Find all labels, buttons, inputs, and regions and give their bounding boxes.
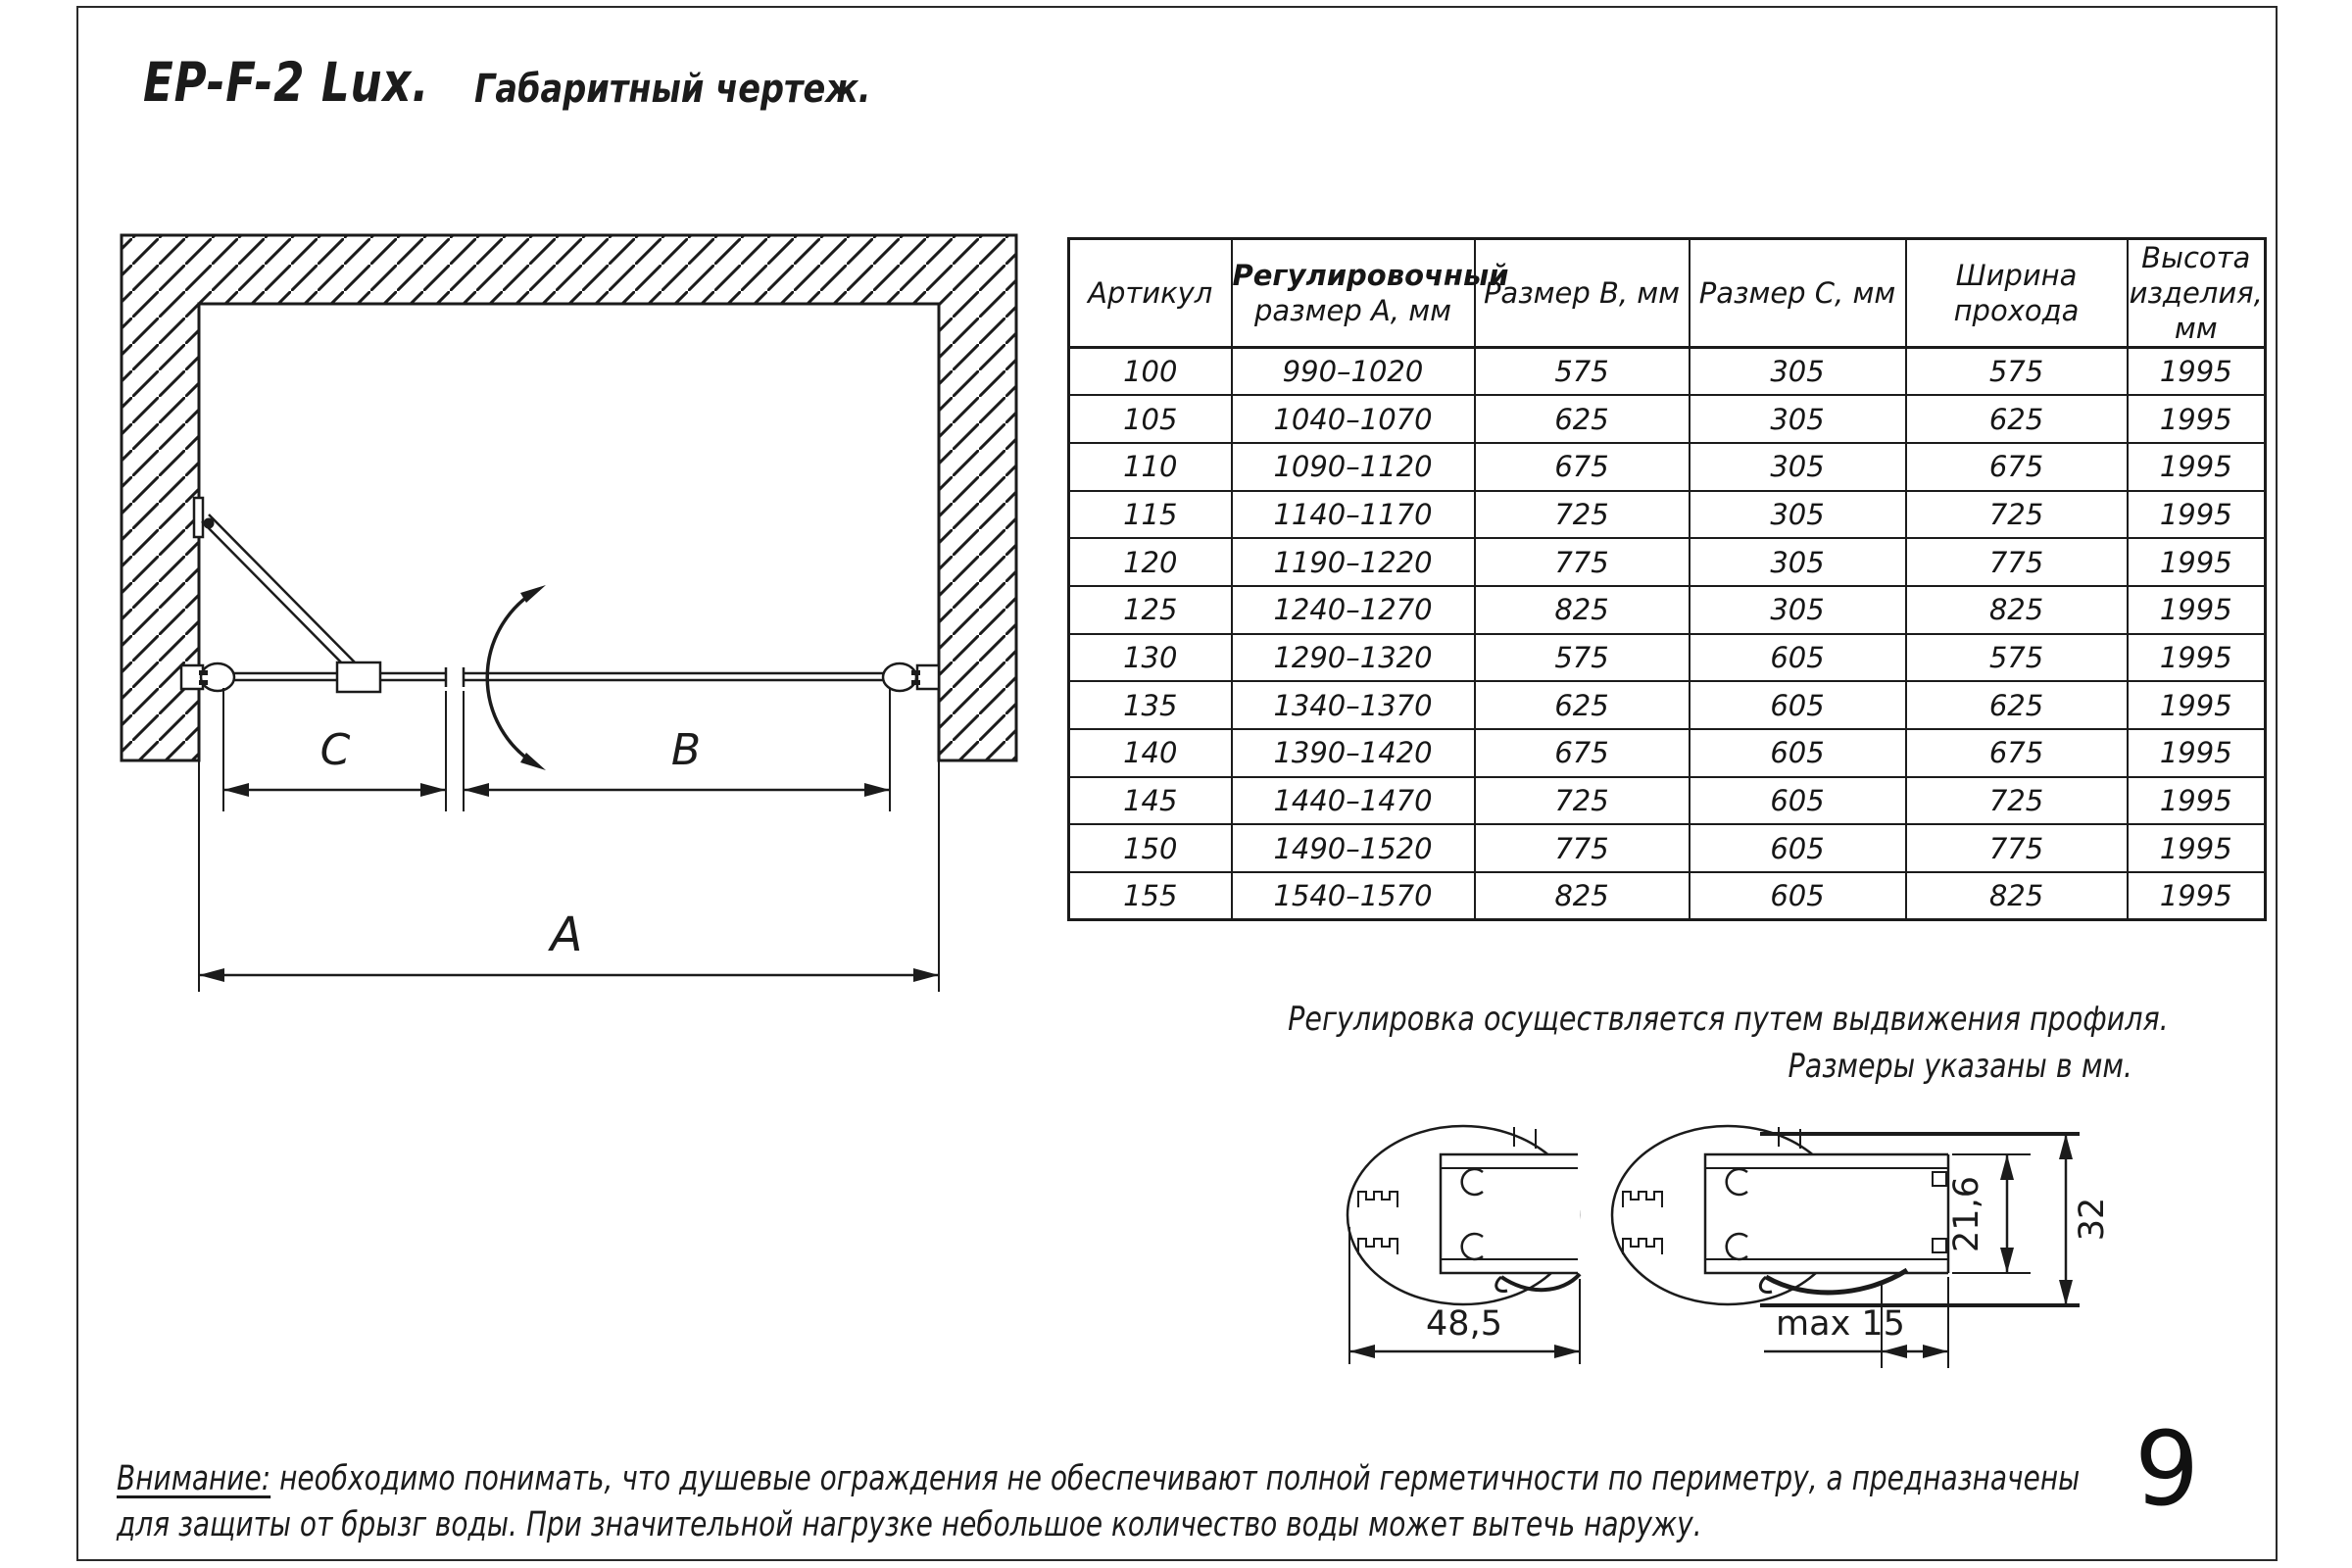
table-cell: 145 xyxy=(1069,777,1232,825)
table-cell: 1995 xyxy=(2128,777,2266,825)
table-cell: 1995 xyxy=(2128,634,2266,682)
glass-door-panel xyxy=(464,667,883,687)
table-cell: 725 xyxy=(1906,491,2128,539)
table-row xyxy=(1069,348,2266,396)
dim-48-5-label: 48,5 xyxy=(1426,1304,1502,1344)
page-number: 9 xyxy=(2134,1409,2200,1529)
table-cell: 605 xyxy=(1690,729,1906,777)
table-cell: 675 xyxy=(1475,443,1690,491)
profile-section-extended xyxy=(1612,1126,1948,1304)
table-row xyxy=(1069,586,2266,634)
door-swing-arc xyxy=(487,585,546,770)
table-cell: 675 xyxy=(1475,729,1690,777)
table-cell: 605 xyxy=(1690,824,1906,872)
table-row xyxy=(1069,443,2266,491)
table-cell: 775 xyxy=(1906,824,2128,872)
wall-section xyxy=(122,235,1016,760)
col-header-size-c: Размер С, мм xyxy=(1690,239,1906,348)
table-header-row xyxy=(1069,239,2266,348)
table-cell: 305 xyxy=(1690,491,1906,539)
dim-c-label: C xyxy=(319,725,351,775)
table-cell: 625 xyxy=(1906,681,2128,729)
dim-21-6-label: 21,6 xyxy=(1947,1176,1986,1252)
table-cell: 1440–1470 xyxy=(1232,777,1475,825)
adjustment-notes xyxy=(1288,996,2169,1090)
warning-label: Внимание: xyxy=(117,1459,271,1498)
warning-line-1 xyxy=(117,1456,2081,1502)
table-cell: 1995 xyxy=(2128,491,2266,539)
table-cell: 115 xyxy=(1069,491,1232,539)
warning-line-2: для защиты от брызг воды. При значительной нагрузке небольшое количество воды может вытечь наружу. xyxy=(117,1505,1702,1544)
table-cell: 100 xyxy=(1069,348,1232,396)
table-cell: 120 xyxy=(1069,538,1232,586)
table-cell: 110 xyxy=(1069,443,1232,491)
table-cell: 605 xyxy=(1690,634,1906,682)
table-cell: 575 xyxy=(1475,634,1690,682)
table-cell: 140 xyxy=(1069,729,1232,777)
table-cell: 775 xyxy=(1906,538,2128,586)
table-cell: 675 xyxy=(1906,443,2128,491)
table-cell: 625 xyxy=(1906,395,2128,443)
table-cell: 305 xyxy=(1690,348,1906,396)
table-cell: 1390–1420 xyxy=(1232,729,1475,777)
dim-32-label: 32 xyxy=(2073,1197,2112,1242)
table-cell: 135 xyxy=(1069,681,1232,729)
table-row xyxy=(1069,872,2266,920)
table-cell: 1540–1570 xyxy=(1232,872,1475,920)
table-cell: 1340–1370 xyxy=(1232,681,1475,729)
table-cell: 305 xyxy=(1690,586,1906,634)
table-cell: 725 xyxy=(1906,777,2128,825)
table-cell: 825 xyxy=(1475,586,1690,634)
table-cell: 1995 xyxy=(2128,729,2266,777)
table-cell: 1995 xyxy=(2128,443,2266,491)
table-cell: 725 xyxy=(1475,777,1690,825)
table-cell: 725 xyxy=(1475,491,1690,539)
dimension-21-6 xyxy=(1947,1154,2031,1273)
table-cell: 150 xyxy=(1069,824,1232,872)
col-header-passage-width: Ширина прохода xyxy=(1906,239,2128,348)
table-row xyxy=(1069,395,2266,443)
note-line-1: Регулировка осуществляется путем выдвижения профиля. xyxy=(1288,1000,2169,1039)
table-row xyxy=(1069,777,2266,825)
dim-b-label: B xyxy=(670,725,702,775)
dimension-a xyxy=(199,907,939,982)
warning-text-1: необходимо понимать, что душевые ограждения не обеспечивают полной герметичности по периметру, а предназначены xyxy=(270,1459,2081,1498)
table-cell: 1995 xyxy=(2128,872,2266,920)
table-cell: 605 xyxy=(1690,872,1906,920)
size-spec-table xyxy=(1067,237,2267,921)
table-cell: 825 xyxy=(1906,872,2128,920)
table-cell: 575 xyxy=(1475,348,1690,396)
table-row xyxy=(1069,634,2266,682)
left-wall-profile xyxy=(181,663,234,691)
col-header-product-height: Высота изделия, мм xyxy=(2128,239,2266,348)
table-cell: 825 xyxy=(1475,872,1690,920)
table-cell: 1290–1320 xyxy=(1232,634,1475,682)
table-cell: 825 xyxy=(1906,586,2128,634)
dim-a-label: A xyxy=(550,907,583,962)
table-cell: 1995 xyxy=(2128,586,2266,634)
table-cell: 1190–1220 xyxy=(1232,538,1475,586)
table-cell: 775 xyxy=(1475,538,1690,586)
table-cell: 1995 xyxy=(2128,348,2266,396)
table-cell: 605 xyxy=(1690,777,1906,825)
table-cell: 625 xyxy=(1475,681,1690,729)
table-cell: 305 xyxy=(1690,395,1906,443)
col-header-size-b: Размер В, мм xyxy=(1475,239,1690,348)
table-cell: 1140–1170 xyxy=(1232,491,1475,539)
note-line-2: Размеры указаны в мм. xyxy=(1788,1047,2132,1086)
table-cell: 1240–1270 xyxy=(1232,586,1475,634)
table-body xyxy=(1069,348,2266,920)
table-row xyxy=(1069,824,2266,872)
profile-section-closed xyxy=(1348,1126,1580,1304)
table-cell: 990–1020 xyxy=(1232,348,1475,396)
table-cell: 1090–1120 xyxy=(1232,443,1475,491)
page-subtitle: Габаритный чертеж. xyxy=(474,67,871,112)
col-header-size-a: Регулировочный размер А, мм xyxy=(1232,239,1475,348)
table-cell: 1995 xyxy=(2128,681,2266,729)
table-row xyxy=(1069,729,2266,777)
table-cell: 575 xyxy=(1906,348,2128,396)
profile-cross-sections xyxy=(1313,1078,2136,1411)
warning-note xyxy=(117,1456,2081,1548)
table-cell: 1995 xyxy=(2128,824,2266,872)
dim-max-15-label: max 15 xyxy=(1776,1304,1905,1344)
table-row xyxy=(1069,491,2266,539)
table-cell: 105 xyxy=(1069,395,1232,443)
table-cell: 1995 xyxy=(2128,538,2266,586)
table-cell: 775 xyxy=(1475,824,1690,872)
table-cell: 155 xyxy=(1069,872,1232,920)
page-title: EP-F-2 Lux. xyxy=(143,51,430,114)
table-cell: 125 xyxy=(1069,586,1232,634)
table-cell: 130 xyxy=(1069,634,1232,682)
table-cell: 675 xyxy=(1906,729,2128,777)
table-cell: 1995 xyxy=(2128,395,2266,443)
dimensional-drawing xyxy=(0,0,1058,1029)
table-cell: 305 xyxy=(1690,443,1906,491)
table-cell: 605 xyxy=(1690,681,1906,729)
table-cell: 1040–1070 xyxy=(1232,395,1475,443)
table-cell: 575 xyxy=(1906,634,2128,682)
right-wall-profile xyxy=(883,663,939,691)
table-cell: 625 xyxy=(1475,395,1690,443)
table-row xyxy=(1069,538,2266,586)
dimension-c xyxy=(223,725,446,797)
col-header-artikul: Артикул xyxy=(1069,239,1232,348)
table-cell: 1490–1520 xyxy=(1232,824,1475,872)
table-row xyxy=(1069,681,2266,729)
table-cell: 305 xyxy=(1690,538,1906,586)
